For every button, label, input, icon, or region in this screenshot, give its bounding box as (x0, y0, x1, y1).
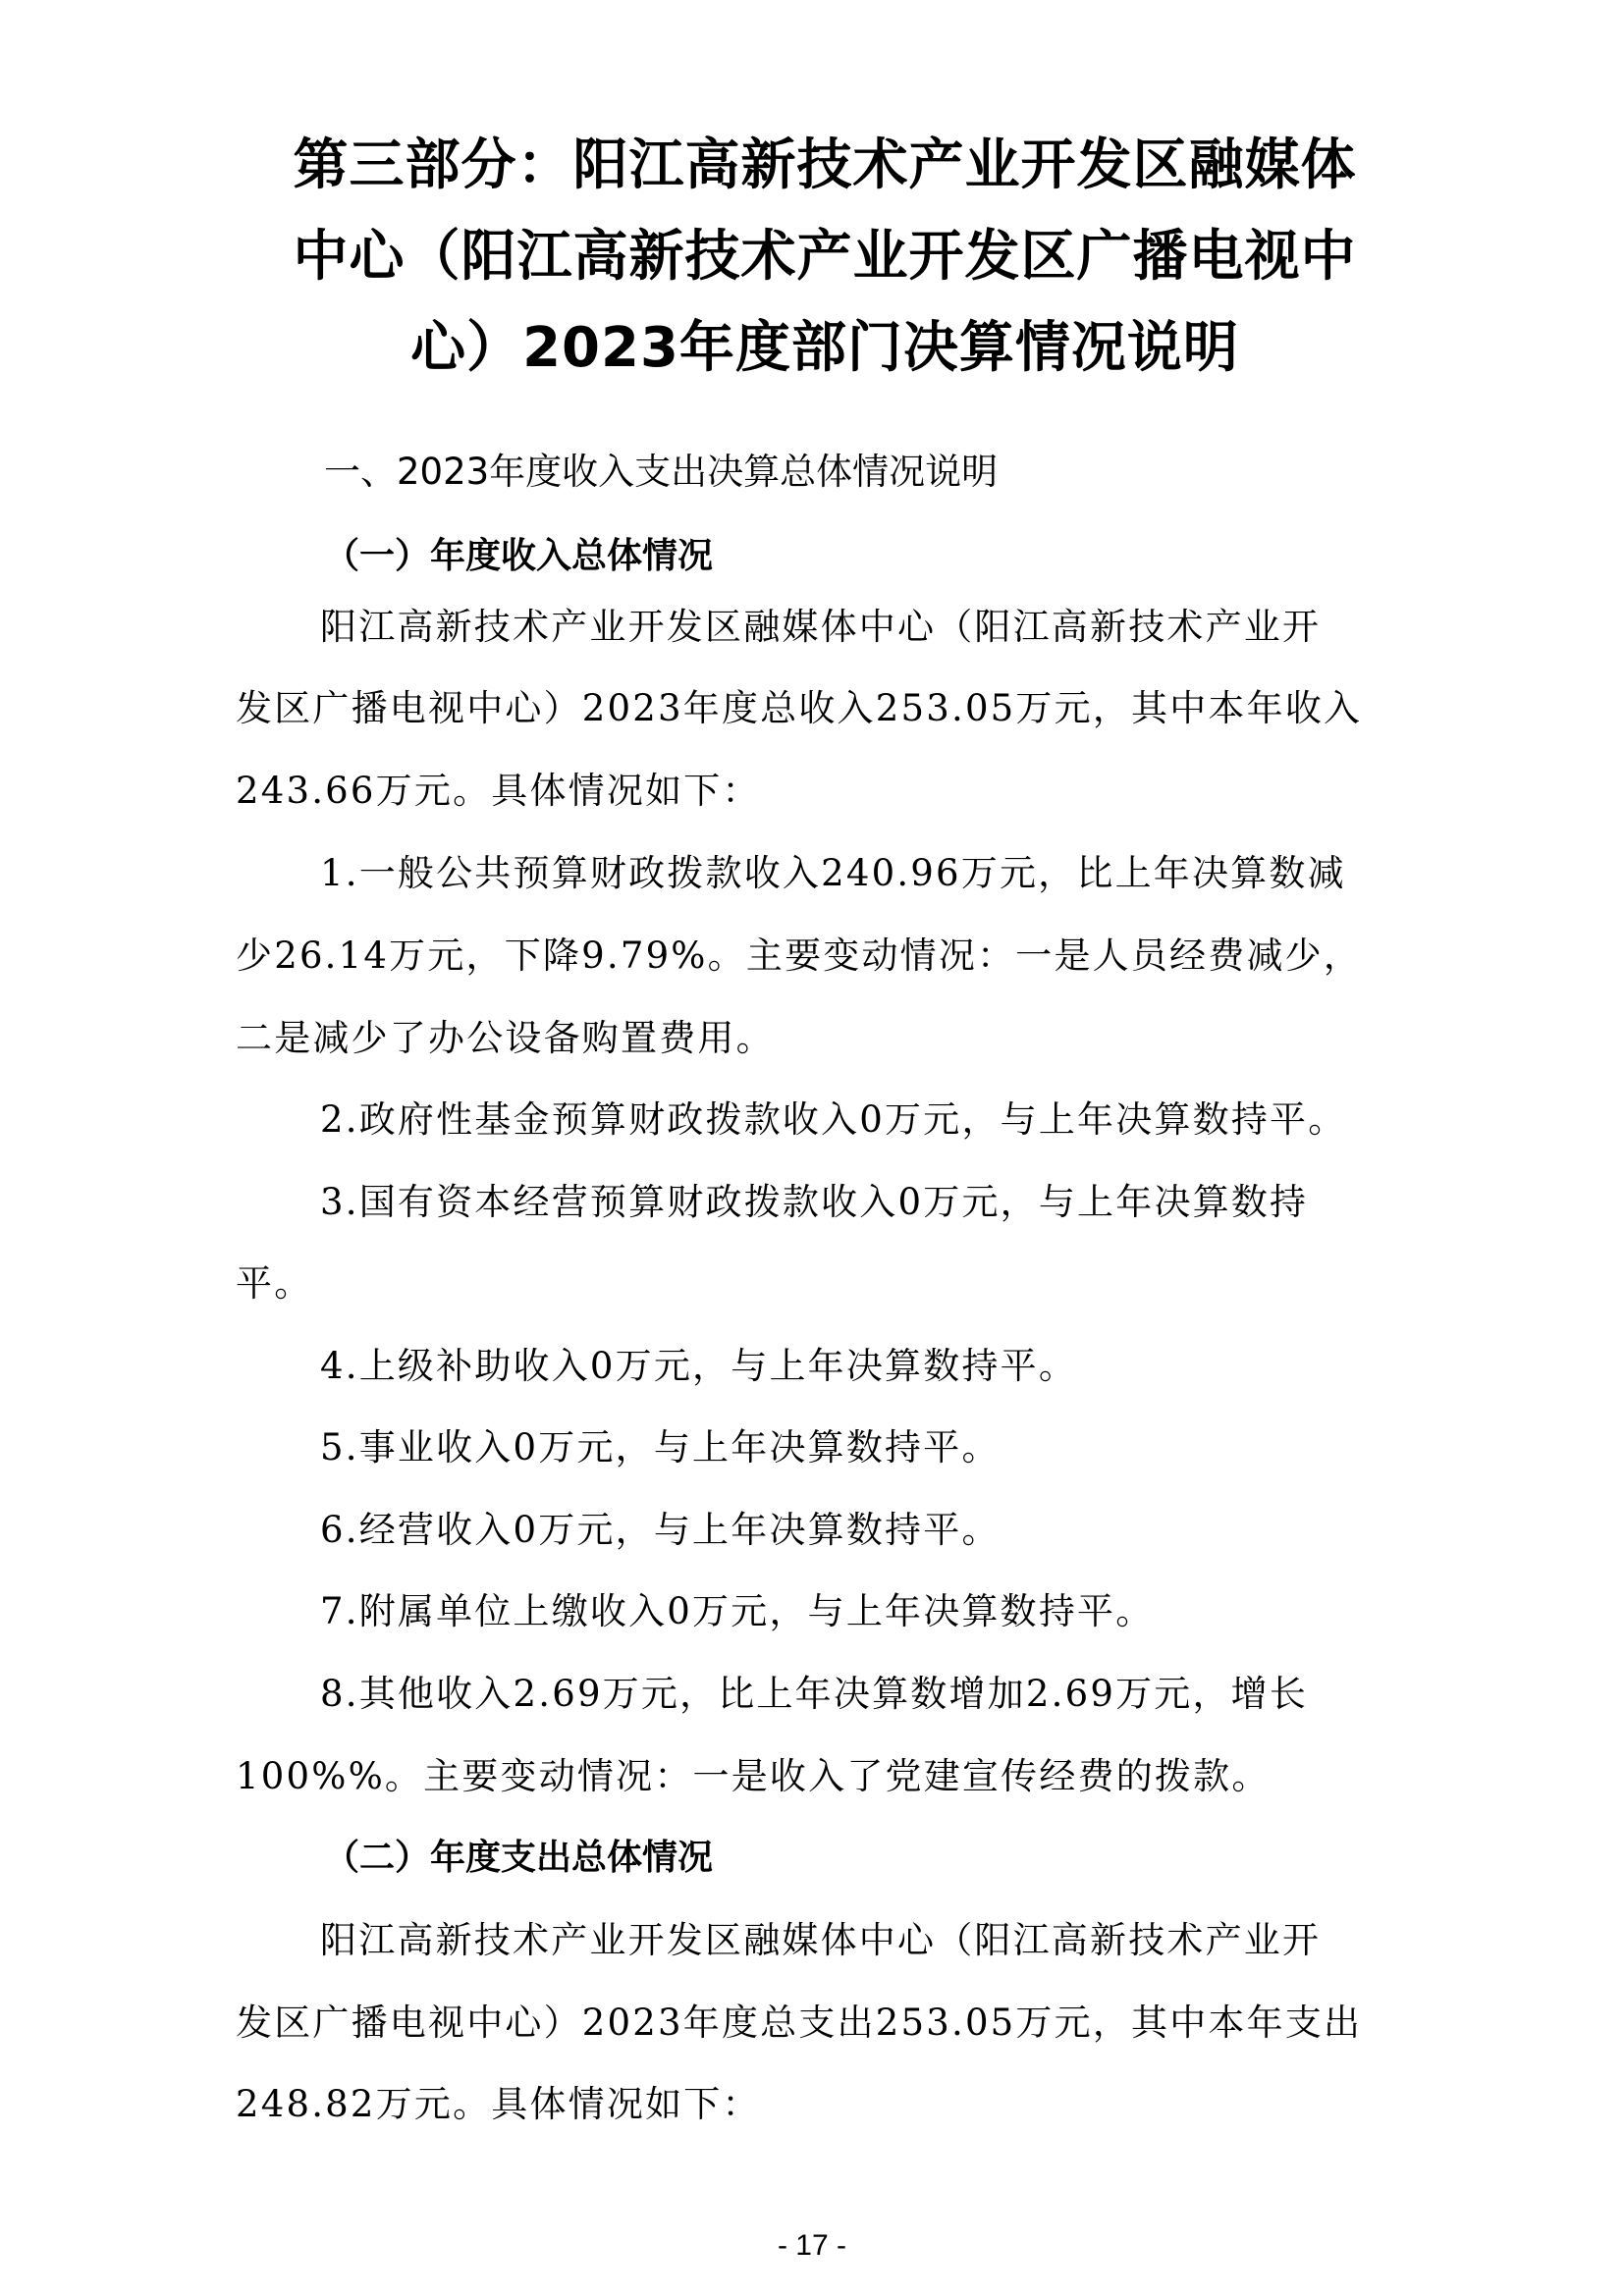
title-line: 第三部分：阳江高新技术产业开发区融媒体 (293, 133, 1357, 197)
list-item-line: 2.政府性基金预算财政拨款收入0万元，与上年决算数持平。 (320, 1098, 1347, 1141)
section-heading: 一、2023年度收入支出决算总体情况说明 (324, 451, 999, 493)
paragraph-line: 248.82万元。具体情况如下： (236, 2083, 761, 2125)
list-item-line: 100%%。主要变动情况：一是收入了党建宣传经费的拨款。 (236, 1755, 1271, 1797)
title-line: 心）2023年度部门决算情况说明 (410, 316, 1239, 380)
subsection-heading-income: （一）年度收入总体情况 (324, 536, 714, 576)
paragraph-line: 发区广播电视中心）2023年度总收入253.05万元，其中本年收入 (236, 687, 1363, 729)
list-item-line: 5.事业收入0万元，与上年决算数持平。 (320, 1426, 1001, 1468)
list-item-line: 7.附属单位上缴收入0万元，与上年决算数持平。 (320, 1590, 1155, 1632)
list-item-line: 少26.14万元，下降9.79%。主要变动情况：一是人员经费减少， (236, 934, 1363, 977)
paragraph-line: 243.66万元。具体情况如下： (236, 770, 761, 812)
list-item-line: 二是减少了办公设备购置费用。 (236, 1017, 775, 1059)
list-item-line: 3.国有资本经营预算财政拨款收入0万元，与上年决算数持 (320, 1181, 1309, 1223)
page-number: - 17 - (777, 2229, 847, 2262)
list-item-line: 4.上级补助收入0万元，与上年决算数持平。 (320, 1345, 1078, 1387)
paragraph-line: 阳江高新技术产业开发区融媒体中心（阳江高新技术产业开 (320, 1919, 1322, 1961)
page-title (236, 120, 1414, 394)
list-item-line: 8.其他收入2.69万元，比上年决算数增加2.69万元，增长 (320, 1673, 1309, 1715)
list-item-line: 6.经营收入0万元，与上年决算数持平。 (320, 1509, 1001, 1551)
paragraph-line: 发区广播电视中心）2023年度总支出253.05万元，其中本年支出 (236, 2002, 1363, 2044)
subsection-heading-expenditure: （二）年度支出总体情况 (324, 1838, 714, 1878)
title-line: 中心（阳江高新技术产业开发区广播电视中 (293, 225, 1357, 289)
paragraph-line: 阳江高新技术产业开发区融媒体中心（阳江高新技术产业开 (320, 606, 1322, 648)
list-item-line: 1.一般公共预算财政拨款收入240.96万元，比上年决算数减 (320, 852, 1346, 894)
list-item-line: 平。 (236, 1262, 313, 1305)
